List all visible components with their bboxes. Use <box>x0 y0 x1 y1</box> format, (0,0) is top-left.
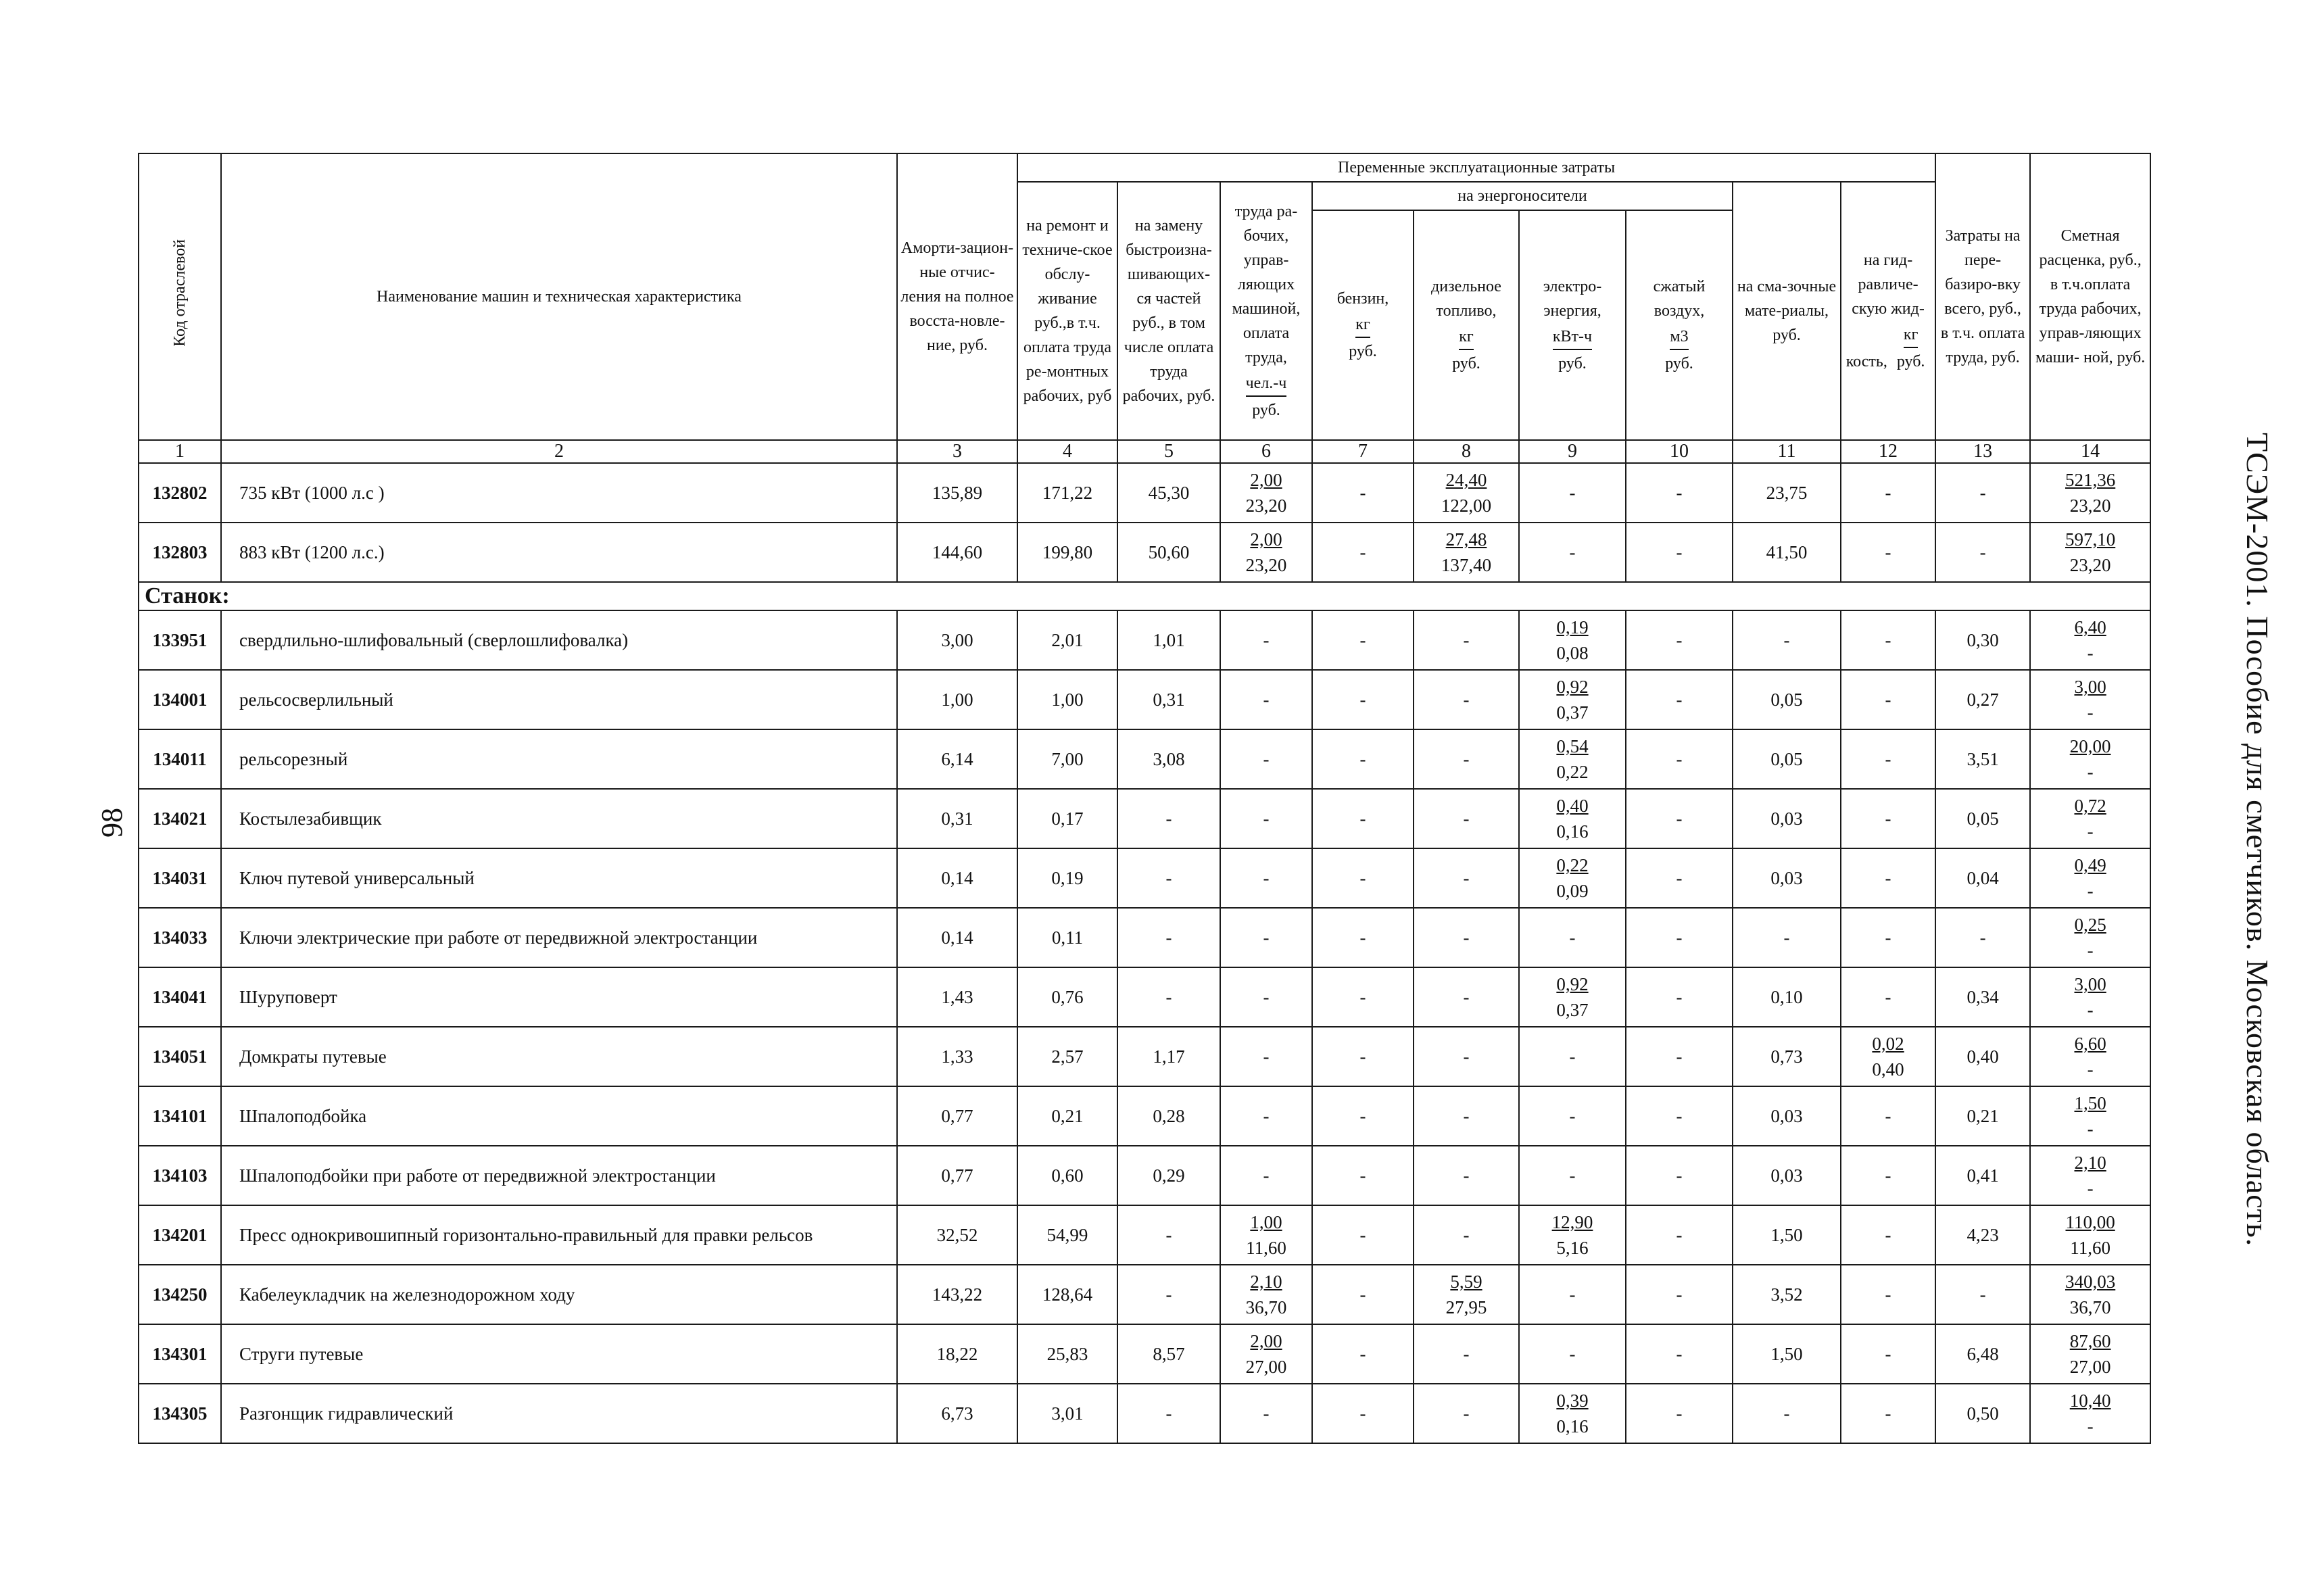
cell-c3: 135,89 <box>897 463 1017 523</box>
cell-c7: - <box>1312 1146 1414 1205</box>
cell-name: Шпалоподбойка <box>221 1086 897 1146</box>
cell-c9: $\frac{0,22}{0,09}$ <box>1519 848 1626 908</box>
cell-c12: - <box>1841 1086 1935 1146</box>
header-relocation: Затраты на пере-базиро-вку всего, руб., в т.ч. оплата труда, руб. <box>1935 153 2030 440</box>
cell-c14: $\frac{1,50}{-}$ <box>2030 1086 2150 1146</box>
section-label: Станок: <box>139 582 2150 610</box>
cell-c8: - <box>1414 1324 1519 1384</box>
cell-c4: 128,64 <box>1017 1265 1117 1324</box>
cell-c5: 8,57 <box>1117 1324 1220 1384</box>
cell-c9: $\frac{12,90}{5,16}$ <box>1519 1205 1626 1265</box>
cell-c3: 0,14 <box>897 908 1017 967</box>
cell-c4: 171,22 <box>1017 463 1117 523</box>
cell-c13: - <box>1935 1265 2030 1324</box>
cell-c11: 0,05 <box>1733 670 1841 729</box>
header-name: Наименование машин и техническая характеристика <box>221 153 897 440</box>
header-hydraulic: на гид-равличе-скую жид-кость, кг руб. <box>1841 182 1935 440</box>
cell-c13: 0,05 <box>1935 789 2030 848</box>
cell-c3: 1,43 <box>897 967 1017 1027</box>
cell-c9: $\frac{0,40}{0,16}$ <box>1519 789 1626 848</box>
cell-c12: - <box>1841 1205 1935 1265</box>
cell-c11: - <box>1733 1384 1841 1443</box>
header-repair: на ремонт и техниче-ское обслу-живание руб.,в т.ч. оплата труда ре-монтных рабочих, руб <box>1017 182 1117 440</box>
cell-c6: - <box>1220 1384 1312 1443</box>
cell-c10: - <box>1626 729 1733 789</box>
machines-cost-table <box>138 153 2151 1444</box>
cell-c3: 1,33 <box>897 1027 1017 1086</box>
cell-c5: 0,29 <box>1117 1146 1220 1205</box>
cell-code: 134250 <box>139 1265 221 1324</box>
cell-c3: 3,00 <box>897 610 1017 670</box>
cell-c6: $\frac{2,00}{23,20}$ <box>1220 523 1312 582</box>
cell-c9: - <box>1519 1027 1626 1086</box>
cell-c12: - <box>1841 463 1935 523</box>
cell-c12: - <box>1841 523 1935 582</box>
cell-c11: 0,10 <box>1733 967 1841 1027</box>
cell-c13: 0,30 <box>1935 610 2030 670</box>
cell-c6: - <box>1220 610 1312 670</box>
cell-c11: 0,03 <box>1733 848 1841 908</box>
cell-c11: 23,75 <box>1733 463 1841 523</box>
cell-c7: - <box>1312 789 1414 848</box>
cell-c12: - <box>1841 1265 1935 1324</box>
cell-c6: - <box>1220 670 1312 729</box>
cell-c14: $\frac{597,10}{23,20}$ <box>2030 523 2150 582</box>
cell-c13: - <box>1935 908 2030 967</box>
table-row <box>139 523 2150 582</box>
cell-c12: - <box>1841 670 1935 729</box>
cell-c7: - <box>1312 908 1414 967</box>
cell-c9: - <box>1519 908 1626 967</box>
cell-c11: 1,50 <box>1733 1205 1841 1265</box>
cell-c10: - <box>1626 848 1733 908</box>
cell-c10: - <box>1626 1146 1733 1205</box>
cell-c4: 7,00 <box>1017 729 1117 789</box>
cell-c8: - <box>1414 729 1519 789</box>
cell-c4: 0,21 <box>1017 1086 1117 1146</box>
cell-c10: - <box>1626 967 1733 1027</box>
cell-c13: 3,51 <box>1935 729 2030 789</box>
cell-c10: - <box>1626 1205 1733 1265</box>
cell-c8: - <box>1414 848 1519 908</box>
cell-code: 134051 <box>139 1027 221 1086</box>
cell-c5: - <box>1117 967 1220 1027</box>
header-labor: труда ра-бочих, управ-ляющих машиной, оплата труда, чел.-ч руб. <box>1220 182 1312 440</box>
header-lubricants: на сма-зочные мате-риалы, руб. <box>1733 182 1841 440</box>
cell-code: 134041 <box>139 967 221 1027</box>
table-row <box>139 789 2150 848</box>
cell-c10: - <box>1626 1027 1733 1086</box>
cell-c4: 0,76 <box>1017 967 1117 1027</box>
cell-c3: 0,31 <box>897 789 1017 848</box>
cell-c11: - <box>1733 610 1841 670</box>
cell-c11: 0,03 <box>1733 1146 1841 1205</box>
cell-c12: - <box>1841 908 1935 967</box>
cell-c3: 6,73 <box>897 1384 1017 1443</box>
cell-c10: - <box>1626 523 1733 582</box>
cell-c14: $\frac{340,03}{36,70}$ <box>2030 1265 2150 1324</box>
cell-code: 132802 <box>139 463 221 523</box>
cell-code: 134011 <box>139 729 221 789</box>
cell-c6: - <box>1220 789 1312 848</box>
cell-code: 134101 <box>139 1086 221 1146</box>
table-row <box>139 1027 2150 1086</box>
table-row <box>139 908 2150 967</box>
cell-name: Кабелеукладчик на железнодорожном ходу <box>221 1265 897 1324</box>
cell-c7: - <box>1312 1384 1414 1443</box>
cell-c4: 199,80 <box>1017 523 1117 582</box>
cell-c14: $\frac{0,25}{-}$ <box>2030 908 2150 967</box>
cell-c4: 1,00 <box>1017 670 1117 729</box>
cell-c3: 6,14 <box>897 729 1017 789</box>
cell-name: рельсосверлильный <box>221 670 897 729</box>
cell-c8: - <box>1414 967 1519 1027</box>
cell-c3: 0,14 <box>897 848 1017 908</box>
cell-c14: $\frac{110,00}{11,60}$ <box>2030 1205 2150 1265</box>
cell-c6: - <box>1220 1027 1312 1086</box>
cell-name: Струги путевые <box>221 1324 897 1384</box>
cell-c8: $\frac{27,48}{137,40}$ <box>1414 523 1519 582</box>
cell-c4: 54,99 <box>1017 1205 1117 1265</box>
cell-c14: $\frac{3,00}{-}$ <box>2030 967 2150 1027</box>
cell-name: Разгонщик гидравлический <box>221 1384 897 1443</box>
cell-c9: $\frac{0,54}{0,22}$ <box>1519 729 1626 789</box>
header-code: Код отраслевой <box>139 153 221 440</box>
cell-c7: - <box>1312 848 1414 908</box>
cell-c6: - <box>1220 967 1312 1027</box>
cell-c4: 2,01 <box>1017 610 1117 670</box>
cell-c6: $\frac{2,10}{36,70}$ <box>1220 1265 1312 1324</box>
cell-c8: - <box>1414 789 1519 848</box>
main-rows <box>139 610 2150 1443</box>
table-row <box>139 848 2150 908</box>
cell-c12: - <box>1841 789 1935 848</box>
cell-code: 134001 <box>139 670 221 729</box>
table-row <box>139 1146 2150 1205</box>
header-estimate-rate: Сметная расценка, руб., в т.ч.оплата труда рабочих, управ-ляющих маши- ной, руб. <box>2030 153 2150 440</box>
cell-c3: 0,77 <box>897 1086 1017 1146</box>
top-rows <box>139 463 2150 582</box>
cell-c10: - <box>1626 1265 1733 1324</box>
cell-c3: 1,00 <box>897 670 1017 729</box>
cell-c13: 0,41 <box>1935 1146 2030 1205</box>
cell-c13: 0,27 <box>1935 670 2030 729</box>
cell-c8: - <box>1414 1205 1519 1265</box>
cell-code: 134201 <box>139 1205 221 1265</box>
cell-name: рельсорезный <box>221 729 897 789</box>
cell-c5: 0,31 <box>1117 670 1220 729</box>
cell-c13: 0,04 <box>1935 848 2030 908</box>
cell-c6: $\frac{2,00}{27,00}$ <box>1220 1324 1312 1384</box>
cell-c6: - <box>1220 848 1312 908</box>
cell-c3: 18,22 <box>897 1324 1017 1384</box>
cell-c8: - <box>1414 1086 1519 1146</box>
cell-c5: - <box>1117 1384 1220 1443</box>
header-variable-costs: Переменные эксплуатационные затраты <box>1017 153 1935 182</box>
cell-c6: - <box>1220 729 1312 789</box>
cell-c12: - <box>1841 1146 1935 1205</box>
cell-c12: - <box>1841 729 1935 789</box>
cell-c5: 1,01 <box>1117 610 1220 670</box>
cell-c7: - <box>1312 670 1414 729</box>
cell-code: 134305 <box>139 1384 221 1443</box>
cell-c9: - <box>1519 1146 1626 1205</box>
cell-c7: - <box>1312 1265 1414 1324</box>
cell-c10: - <box>1626 670 1733 729</box>
cell-c6: $\frac{2,00}{23,20}$ <box>1220 463 1312 523</box>
cell-c13: 0,34 <box>1935 967 2030 1027</box>
header-energy: на энергоносители <box>1312 182 1733 210</box>
table-row <box>139 610 2150 670</box>
cell-c8: $\frac{24,40}{122,00}$ <box>1414 463 1519 523</box>
table-row <box>139 1324 2150 1384</box>
cell-c9: $\frac{0,92}{0,37}$ <box>1519 670 1626 729</box>
header-compressed-air: сжатый воздух, м3 руб. <box>1626 210 1733 440</box>
cell-c8: - <box>1414 610 1519 670</box>
cell-name: Ключи электрические при работе от передвижной электростанции <box>221 908 897 967</box>
cell-c10: - <box>1626 1384 1733 1443</box>
cell-code: 133951 <box>139 610 221 670</box>
cell-c12: $\frac{0,02}{0,40}$ <box>1841 1027 1935 1086</box>
cell-c7: - <box>1312 523 1414 582</box>
cell-c8: - <box>1414 1146 1519 1205</box>
cell-c4: 3,01 <box>1017 1384 1117 1443</box>
cell-c14: $\frac{3,00}{-}$ <box>2030 670 2150 729</box>
cell-c3: 32,52 <box>897 1205 1017 1265</box>
cell-code: 134301 <box>139 1324 221 1384</box>
cell-name: 735 кВт (1000 л.с ) <box>221 463 897 523</box>
cell-c6: - <box>1220 1146 1312 1205</box>
cell-c11: 0,03 <box>1733 789 1841 848</box>
cell-c12: - <box>1841 610 1935 670</box>
cell-c10: - <box>1626 610 1733 670</box>
cell-c7: - <box>1312 967 1414 1027</box>
cell-c5: - <box>1117 908 1220 967</box>
header-electricity: электро-энергия, кВт-ч руб. <box>1519 210 1626 440</box>
cell-c11: 41,50 <box>1733 523 1841 582</box>
table-row <box>139 1205 2150 1265</box>
cell-c5: 50,60 <box>1117 523 1220 582</box>
cell-c5: - <box>1117 789 1220 848</box>
cell-c9: $\frac{0,92}{0,37}$ <box>1519 967 1626 1027</box>
cell-c4: 0,60 <box>1017 1146 1117 1205</box>
cell-c6: - <box>1220 908 1312 967</box>
cell-c13: 6,48 <box>1935 1324 2030 1384</box>
cell-c8: - <box>1414 1384 1519 1443</box>
cell-c14: $\frac{10,40}{-}$ <box>2030 1384 2150 1443</box>
cell-c12: - <box>1841 848 1935 908</box>
cell-c7: - <box>1312 1324 1414 1384</box>
cell-c11: 0,03 <box>1733 1086 1841 1146</box>
cell-c5: - <box>1117 848 1220 908</box>
cell-c9: - <box>1519 523 1626 582</box>
table-row <box>139 1384 2150 1443</box>
cell-c13: - <box>1935 523 2030 582</box>
cell-c10: - <box>1626 1324 1733 1384</box>
cell-c9: - <box>1519 1324 1626 1384</box>
cell-name: свердлильно-шлифовальный (сверлошлифовалка) <box>221 610 897 670</box>
cell-c14: $\frac{0,49}{-}$ <box>2030 848 2150 908</box>
cell-c5: 0,28 <box>1117 1086 1220 1146</box>
header-diesel: дизельное топливо, кг руб. <box>1414 210 1519 440</box>
header-replacement: на замену быстроизна-шивающих-ся частей руб., в том числе оплата труда рабочих, руб. <box>1117 182 1220 440</box>
cell-c9: - <box>1519 1265 1626 1324</box>
cell-c5: 3,08 <box>1117 729 1220 789</box>
cell-c9: - <box>1519 463 1626 523</box>
cell-name: Шуруповерт <box>221 967 897 1027</box>
cell-c13: 0,50 <box>1935 1384 2030 1443</box>
cell-c6: - <box>1220 1086 1312 1146</box>
cell-code: 134103 <box>139 1146 221 1205</box>
cell-c7: - <box>1312 610 1414 670</box>
cell-c14: $\frac{20,00}{-}$ <box>2030 729 2150 789</box>
table-row <box>139 1265 2150 1324</box>
cell-c7: - <box>1312 1086 1414 1146</box>
cell-name: Домкраты путевые <box>221 1027 897 1086</box>
cell-c14: $\frac{6,40}{-}$ <box>2030 610 2150 670</box>
cell-c14: $\frac{87,60}{27,00}$ <box>2030 1324 2150 1384</box>
cell-c14: $\frac{521,36}{23,20}$ <box>2030 463 2150 523</box>
cell-c8: - <box>1414 908 1519 967</box>
cell-c5: 45,30 <box>1117 463 1220 523</box>
cell-c5: - <box>1117 1265 1220 1324</box>
table-row <box>139 967 2150 1027</box>
cell-c7: - <box>1312 1027 1414 1086</box>
cell-code: 134031 <box>139 848 221 908</box>
cell-c4: 0,19 <box>1017 848 1117 908</box>
table-row <box>139 463 2150 523</box>
page-number: 98 <box>95 808 128 838</box>
cell-c10: - <box>1626 1086 1733 1146</box>
running-head: ТСЭМ-2001. Пособие для сметчиков. Московская область. <box>2240 433 2275 1247</box>
cell-code: 132803 <box>139 523 221 582</box>
cell-c10: - <box>1626 789 1733 848</box>
cell-c13: 0,21 <box>1935 1086 2030 1146</box>
cell-c3: 144,60 <box>897 523 1017 582</box>
cell-c3: 0,77 <box>897 1146 1017 1205</box>
cell-c11: - <box>1733 908 1841 967</box>
cell-c4: 2,57 <box>1017 1027 1117 1086</box>
cell-c13: - <box>1935 463 2030 523</box>
cell-c9: $\frac{0,19}{0,08}$ <box>1519 610 1626 670</box>
cell-c11: 3,52 <box>1733 1265 1841 1324</box>
header-amortization: Аморти-зацион-ные отчис-ления на полное восста-новле-ние, руб. <box>897 153 1017 440</box>
cell-c11: 0,05 <box>1733 729 1841 789</box>
cell-c8: - <box>1414 670 1519 729</box>
cell-c7: - <box>1312 1205 1414 1265</box>
cell-name: Ключ путевой универсальный <box>221 848 897 908</box>
cell-c9: $\frac{0,39}{0,16}$ <box>1519 1384 1626 1443</box>
cell-c7: - <box>1312 729 1414 789</box>
cell-c4: 25,83 <box>1017 1324 1117 1384</box>
cell-c14: $\frac{6,60}{-}$ <box>2030 1027 2150 1086</box>
cell-c9: - <box>1519 1086 1626 1146</box>
cell-c10: - <box>1626 463 1733 523</box>
cell-c14: $\frac{2,10}{-}$ <box>2030 1146 2150 1205</box>
cell-c11: 1,50 <box>1733 1324 1841 1384</box>
cell-c13: 0,40 <box>1935 1027 2030 1086</box>
cell-c4: 0,17 <box>1017 789 1117 848</box>
cell-c10: - <box>1626 908 1733 967</box>
cell-c7: - <box>1312 463 1414 523</box>
cell-c12: - <box>1841 1384 1935 1443</box>
cell-c12: - <box>1841 967 1935 1027</box>
cell-c4: 0,11 <box>1017 908 1117 967</box>
cell-c13: 4,23 <box>1935 1205 2030 1265</box>
cell-c11: 0,73 <box>1733 1027 1841 1086</box>
cell-c14: $\frac{0,72}{-}$ <box>2030 789 2150 848</box>
cell-code: 134033 <box>139 908 221 967</box>
column-number-row: 1 2 3 4 5 6 7 8 9 10 11 12 13 14 <box>139 440 2150 463</box>
cell-name: 883 кВт (1200 л.с.) <box>221 523 897 582</box>
cell-c8: $\frac{5,59}{27,95}$ <box>1414 1265 1519 1324</box>
header-petrol: бензин, кг руб. <box>1312 210 1414 440</box>
cell-name: Костылезабивщик <box>221 789 897 848</box>
cell-c8: - <box>1414 1027 1519 1086</box>
cell-code: 134021 <box>139 789 221 848</box>
cell-name: Пресс однокривошипный горизонтально-правильный для правки рельсов <box>221 1205 897 1265</box>
cell-c5: - <box>1117 1205 1220 1265</box>
table-row <box>139 1086 2150 1146</box>
cell-c6: $\frac{1,00}{11,60}$ <box>1220 1205 1312 1265</box>
table-row <box>139 729 2150 789</box>
table-row <box>139 670 2150 729</box>
cell-name: Шпалоподбойки при работе от передвижной электростанции <box>221 1146 897 1205</box>
cell-c12: - <box>1841 1324 1935 1384</box>
cell-c3: 143,22 <box>897 1265 1017 1324</box>
cell-c5: 1,17 <box>1117 1027 1220 1086</box>
